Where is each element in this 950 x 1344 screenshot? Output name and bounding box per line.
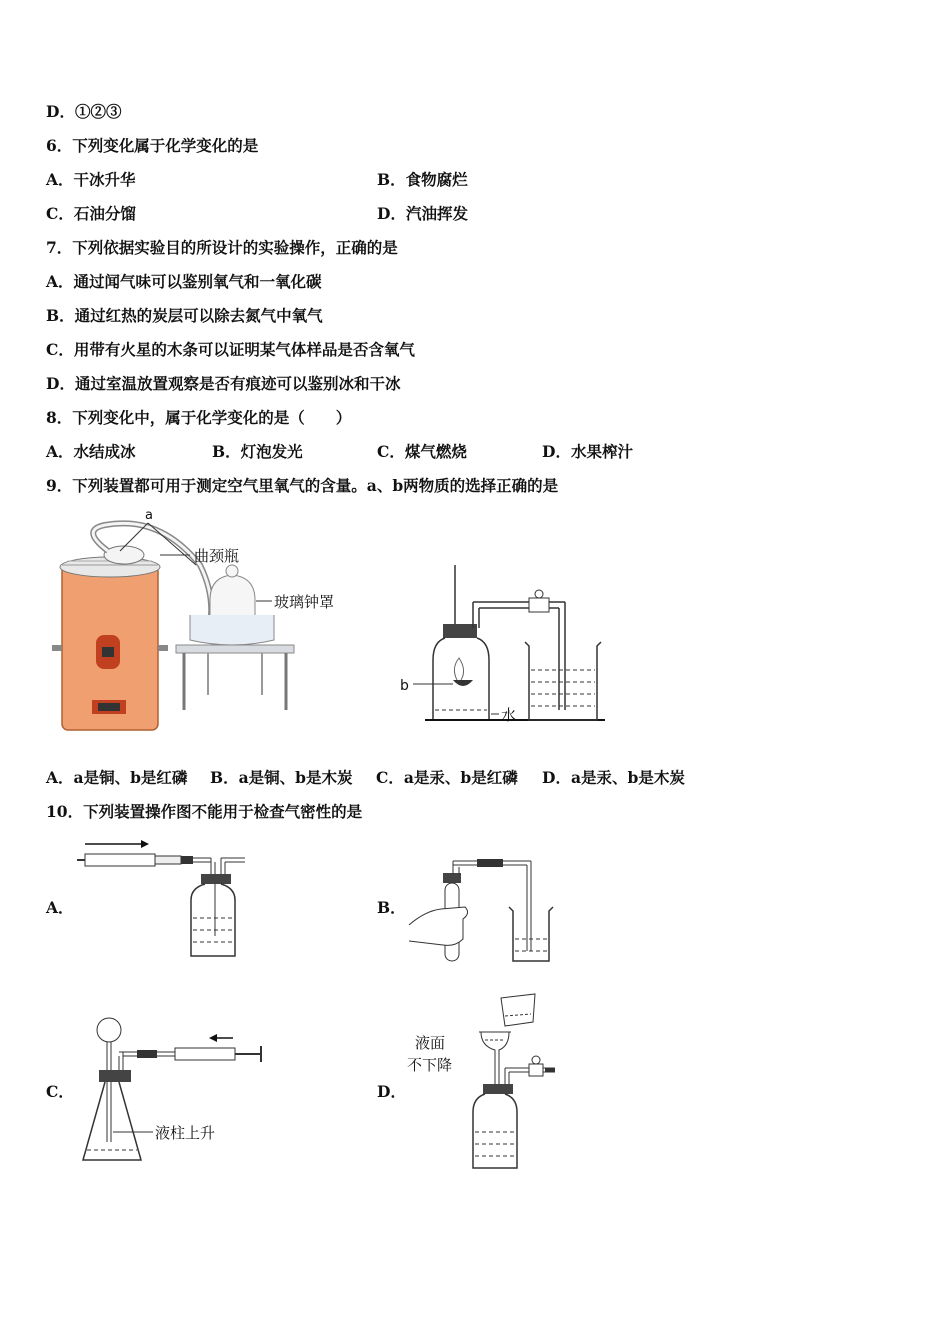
q8-option-c: C．煤气燃烧 (377, 442, 467, 461)
q10-option-d: D． (377, 1082, 406, 1101)
q9-figure-jar (395, 560, 615, 730)
q10-option-b: B． (377, 898, 406, 917)
q10-fig-d-label-line1: 液面 (415, 1034, 446, 1052)
q6-option-c: C．石油分馏 (46, 204, 136, 223)
q9-stem: 9．下列装置都可用于测定空气里氧气的含量。a、b两物质的选择正确的是 (46, 476, 559, 495)
q9-option-b: B．a是铜、b是木炭 (210, 768, 353, 787)
q10-figure-a-syringe (75, 836, 255, 961)
q7-stem: 7．下列依据实验目的所设计的实验操作，正确的是 (46, 238, 398, 257)
q9-fig-label-flask: 曲颈瓶 (194, 547, 240, 565)
q10-figure-b-hand (405, 855, 565, 967)
q10-stem: 10．下列装置操作图不能用于检查气密性的是 (46, 802, 363, 821)
q9-option-a: A．a是铜、b是红磷 (46, 768, 188, 787)
q5-option-d: D．①②③ (46, 102, 122, 121)
q6-option-d: D．汽油挥发 (377, 204, 468, 223)
q6-option-b: B．食物腐烂 (377, 170, 468, 189)
q10-fig-c-label: 液柱上升 (155, 1124, 216, 1142)
q10-fig-d-label-line2: 不下降 (407, 1056, 453, 1074)
q9-fig-label-bell: 玻璃钟罩 (274, 593, 335, 611)
q8-stem: 8．下列变化中，属于化学变化的是（ ） (46, 408, 352, 427)
q10-option-c: C． (46, 1082, 74, 1101)
q8-option-d: D．水果榨汁 (542, 442, 633, 461)
q7-option-c: C．用带有火星的木条可以证明某气体样品是否含氧气 (46, 340, 415, 359)
q7-option-a: A．通过闻气味可以鉴别氧气和一氧化碳 (46, 272, 322, 291)
q9-option-d: D．a是汞、b是木炭 (542, 768, 685, 787)
q9-fig-label-a: a (145, 508, 153, 523)
q6-stem: 6．下列变化属于化学变化的是 (46, 136, 259, 155)
q10-figure-d-funnel (405, 992, 575, 1172)
q7-option-b: B．通过红热的炭层可以除去氮气中氧气 (46, 306, 323, 325)
q8-option-a: A．水结成冰 (46, 442, 136, 461)
q9-option-c: C．a是汞、b是红磷 (376, 768, 518, 787)
q9-fig-label-water: 水 (501, 706, 517, 724)
q10-figure-c-flask (75, 1012, 275, 1167)
q7-option-d: D．通过室温放置观察是否有痕迹可以鉴别冰和干冰 (46, 374, 401, 393)
q9-figure-lavoisier (50, 505, 350, 735)
q8-option-b: B．灯泡发光 (212, 442, 303, 461)
q10-option-a: A． (46, 898, 74, 917)
q6-option-a: A．干冰升华 (46, 170, 136, 189)
q9-fig-label-b: b (400, 678, 409, 694)
